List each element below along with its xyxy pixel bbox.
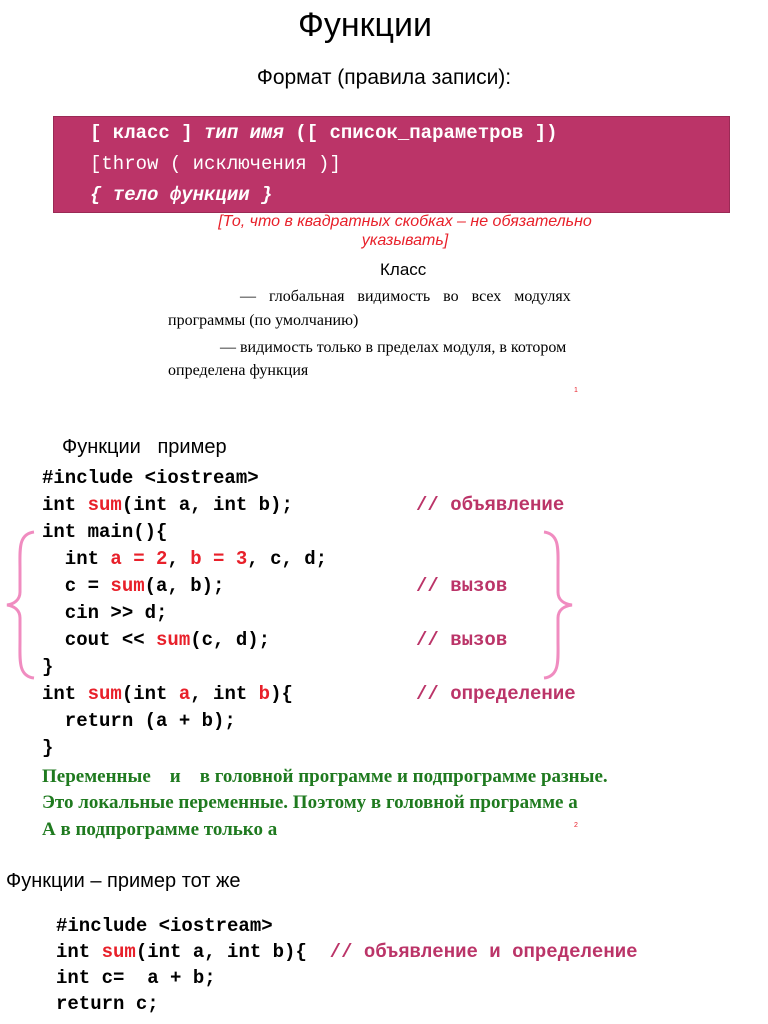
code1-line-6: cin >> d; (42, 602, 168, 624)
comment-decl-def: // объявление и определение (329, 941, 638, 963)
class-desc-static-1: — видимость только в пределах модуля, в котором (220, 339, 567, 356)
format-type-name: тип имя (204, 122, 284, 144)
slide-number-2: 2 (574, 822, 578, 829)
example-heading: Функции пример (62, 436, 227, 458)
class-desc-global-1: — глобальная видимость во всех модулях (240, 288, 571, 305)
code1-line-8: } (42, 656, 54, 678)
optional-note-line-1: [То, что в квадратных скобках – не обязательно (218, 213, 592, 230)
format-line-1 (90, 122, 558, 144)
code1-line-10: return (a + b); (42, 710, 236, 732)
code1-line-9: int sum(int a, int b){ (42, 683, 293, 705)
comment-call-1: // вызов (416, 575, 508, 597)
class-desc-global-2: программы (по умолчанию) (168, 312, 359, 329)
code2-line-4: return c; (56, 993, 159, 1015)
right-brace-icon (540, 530, 576, 680)
format-body: { тело функции } (90, 184, 273, 206)
comment-definition: // определение (416, 683, 576, 705)
code2-line-2: int sum(int a, int b){ // объявление и определение (56, 941, 638, 963)
page-title: Функции (298, 6, 432, 44)
slide-number-1: 1 (574, 387, 578, 394)
code1-line-5: c = sum(a, b); (42, 575, 225, 597)
format-line-2: [throw ( исключения )] (90, 153, 341, 175)
explanation-line-2: Это локальные переменные. Поэтому в головной программе а (42, 792, 578, 813)
code1-line-7: cout << sum(c, d); (42, 629, 271, 651)
format-class: [ класс ] (90, 122, 205, 144)
comment-declaration: // объявление (416, 494, 565, 516)
left-brace-icon (4, 530, 38, 680)
format-box (53, 116, 730, 213)
class-desc-static-2: определена функция (168, 362, 309, 379)
code1-line-11: } (42, 737, 54, 759)
optional-note-line-2: указывать] (361, 232, 449, 249)
format-params: ([ список_параметров ]) (283, 122, 558, 144)
code1-line-4: int a = 2, b = 3, c, d; (42, 548, 328, 570)
code1-line-1: #include <iostream> (42, 467, 259, 489)
example2-heading: Функции – пример тот же (6, 870, 241, 892)
code2-line-1: #include <iostream> (56, 915, 273, 937)
comment-call-2: // вызов (416, 629, 508, 651)
explanation-line-1: Переменные и в головной программе и подпрограмме разные. (42, 766, 608, 787)
format-line-3 (90, 184, 272, 206)
code1-line-3: int main(){ (42, 521, 168, 543)
func-name: sum (87, 494, 122, 516)
format-subtitle: Формат (правила записи): (256, 66, 512, 89)
class-heading: Класс (380, 260, 427, 279)
code1-line-2: int sum(int a, int b); (42, 494, 293, 516)
explanation-line-3: А в подпрограмме только а (42, 819, 278, 840)
code2-line-3: int c= a + b; (56, 967, 216, 989)
